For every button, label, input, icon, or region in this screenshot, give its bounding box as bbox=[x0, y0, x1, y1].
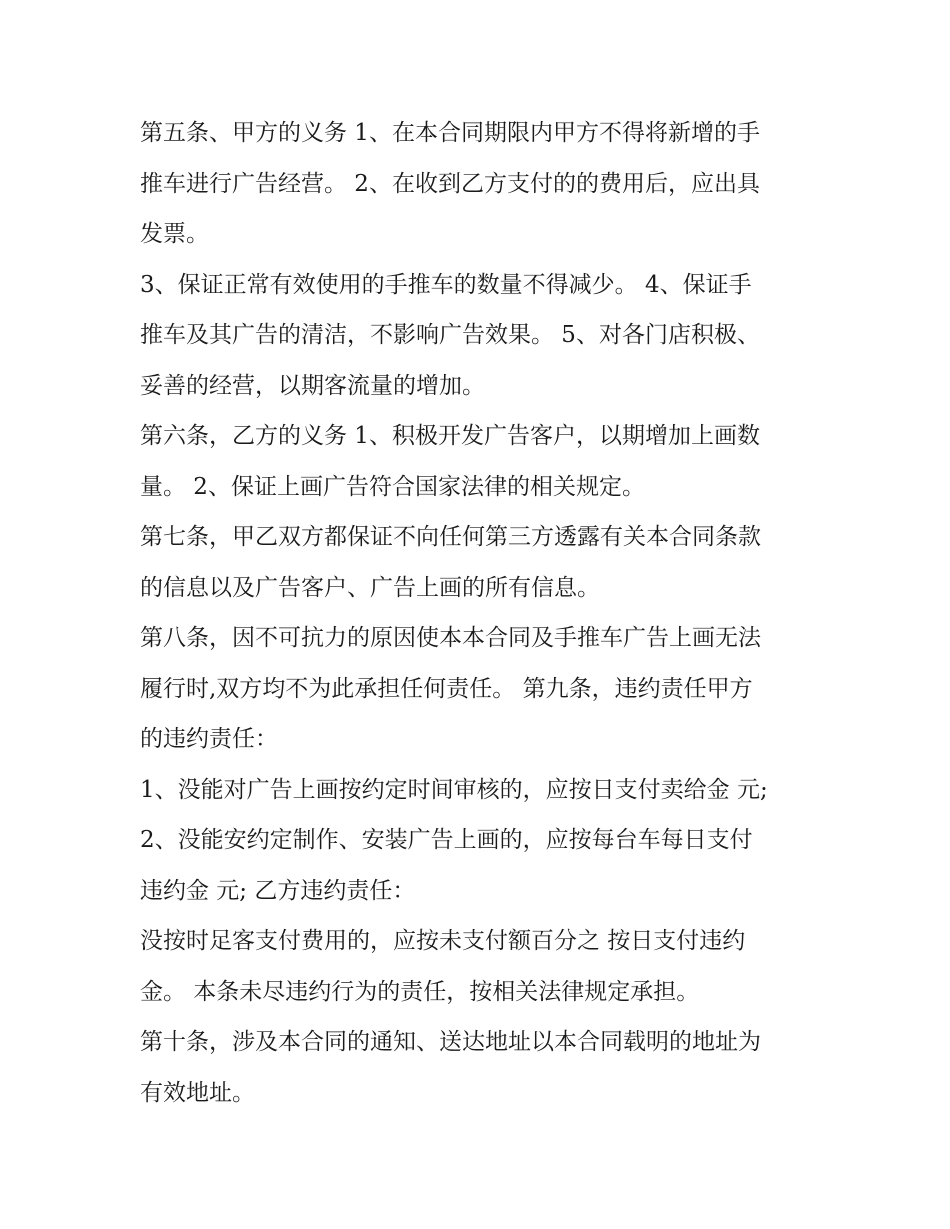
paragraph-article-8 bbox=[140, 613, 815, 765]
paragraph-article-6 bbox=[140, 411, 815, 512]
text-line: 第六条，乙方的义务 1、积极开发广告客户，以期增加上画数 bbox=[140, 423, 760, 449]
paragraph-party-b-breach bbox=[140, 916, 815, 1017]
text-line: 有效地址。 bbox=[140, 1079, 255, 1106]
text-line: 1、没能对广告上画按约定时间审核的，应按日支付卖给金 元; bbox=[140, 776, 768, 803]
paragraph-article-5-continued bbox=[140, 260, 815, 412]
paragraph-party-a-breach-1 bbox=[140, 765, 815, 816]
text-line: 妥善的经营，以期客流量的增加。 bbox=[140, 372, 485, 399]
contract-text-body bbox=[140, 108, 815, 1118]
paragraph-article-5 bbox=[140, 108, 815, 260]
text-line: 3、保证正常有效使用的手推车的数量不得减少。 4、保证手 bbox=[140, 271, 752, 298]
text-line: 履行时,双方均不为此承担任何责任。 第九条，违约责任甲方 bbox=[140, 675, 753, 702]
text-line: 第八条，因不可抗力的原因使本本合同及手推车广告上画无法 bbox=[140, 625, 761, 651]
text-line: 推车进行广告经营。 2、在收到乙方支付的的费用后，应出具 bbox=[140, 170, 760, 197]
paragraph-article-7 bbox=[140, 512, 815, 613]
text-line: 发票。 bbox=[140, 221, 209, 247]
text-line: 2、没能安约定制作、安装广告上画的，应按每台车每日支付 bbox=[140, 827, 753, 853]
paragraph-party-a-breach-2 bbox=[140, 815, 815, 916]
text-line: 第五条、甲方的义务 1、在本合同期限内甲方不得将新增的手 bbox=[140, 120, 760, 146]
text-line: 金。 本条未尽违约行为的责任，按相关法律规定承担。 bbox=[140, 978, 700, 1005]
text-line: 的信息以及广告客户、广告上画的所有信息。 bbox=[140, 574, 600, 601]
text-line: 的违约责任： bbox=[140, 726, 278, 752]
paragraph-article-10 bbox=[140, 1017, 815, 1118]
text-line: 没按时足客支付费用的，应按未支付额百分之 按日支付违约 bbox=[140, 928, 746, 954]
text-line: 第七条，甲乙双方都保证不向任何第三方透露有关本合同条款 bbox=[140, 524, 761, 550]
text-line: 量。 2、保证上画广告符合国家法律的相关规定。 bbox=[140, 473, 645, 500]
text-line: 第十条，涉及本合同的通知、送达地址以本合同载明的地址为 bbox=[140, 1029, 761, 1055]
text-line: 违约金 元; 乙方违约责任： bbox=[140, 877, 416, 904]
text-line: 推车及其广告的清洁，不影响广告效果。 5、对各门店积极、 bbox=[140, 322, 760, 348]
